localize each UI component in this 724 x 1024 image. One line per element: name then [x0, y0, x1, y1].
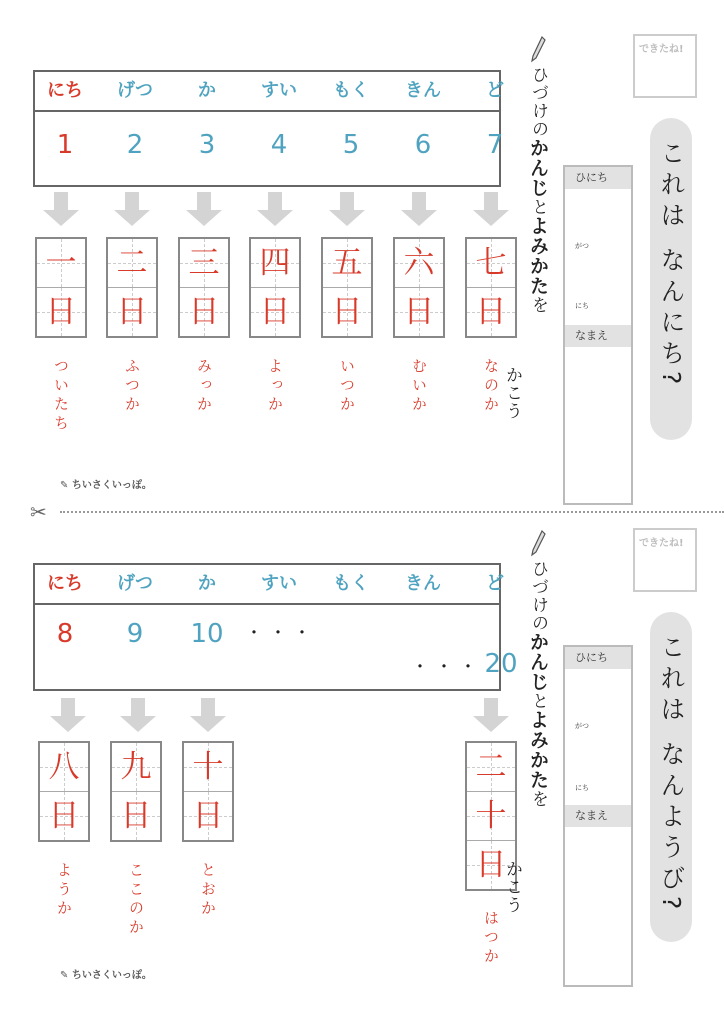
date-number: 7 — [486, 130, 504, 160]
brand-logo: ✎ ちいさくいっぽ。 — [60, 480, 152, 491]
weekday-tue: か — [198, 80, 216, 101]
down-arrow-icon — [50, 698, 86, 734]
kanji-box: 三 日 — [178, 237, 230, 338]
weekday-sat: ど — [486, 573, 504, 594]
weekday-header — [35, 565, 504, 605]
cut-line — [60, 511, 724, 513]
down-arrow-icon — [120, 698, 156, 734]
scissors-icon: ✂ — [30, 500, 47, 524]
brand-logo: ✎ ちいさくいっぽ。 — [60, 970, 152, 981]
reading-text: ふつか — [123, 358, 141, 415]
ellipsis: ・・・ — [245, 623, 317, 644]
date-number: 5 — [342, 130, 360, 160]
date-number: 20 — [484, 649, 518, 679]
date-number: 9 — [126, 619, 144, 649]
down-arrow-icon — [473, 698, 509, 734]
reading-text: とおか — [199, 862, 217, 919]
weekday-thu: もく — [333, 573, 369, 594]
down-arrow-icon — [473, 192, 509, 228]
kanji-box: 五 日 — [321, 237, 373, 338]
down-arrow-icon — [43, 192, 79, 228]
kanji-box: 七 日 — [465, 237, 517, 338]
kanji-box-20: 二 十 日 — [465, 741, 517, 891]
instruction-title: ひづけのかんじとよみかたを — [527, 560, 549, 808]
name-label: なまえ — [565, 325, 631, 347]
reading-text: よっか — [266, 358, 284, 415]
reading-text: みっか — [195, 358, 213, 415]
name-date-box — [563, 645, 633, 987]
month-unit: がつ — [575, 242, 589, 250]
reading-text: いつか — [338, 358, 356, 415]
reading-text: ようか — [55, 862, 73, 919]
down-arrow-icon — [186, 192, 222, 228]
weekday-mon: げつ — [117, 573, 153, 594]
reading-text: はつか — [482, 910, 500, 967]
down-arrow-icon — [257, 192, 293, 228]
ellipsis: ・・・ — [411, 657, 483, 678]
weekday-sun: にち — [47, 80, 83, 101]
date-number: 6 — [414, 130, 432, 160]
kanji-box: 六 日 — [393, 237, 445, 338]
kanji-box: 九 日 — [110, 741, 162, 842]
reading-text: ここのか — [127, 862, 145, 938]
month-unit: がつ — [575, 722, 589, 730]
weekday-wed: すい — [261, 80, 297, 101]
pencil-icon — [530, 36, 546, 64]
date-number: 3 — [198, 130, 216, 160]
weekday-fri: きん — [405, 573, 441, 594]
pencil-icon — [530, 530, 546, 558]
day-unit: にち — [575, 784, 589, 792]
question-banner: これは なんようび? — [650, 612, 692, 942]
down-arrow-icon — [401, 192, 437, 228]
down-arrow-icon — [190, 698, 226, 734]
date-number: 2 — [126, 130, 144, 160]
weekday-fri: きん — [405, 80, 441, 101]
question-banner: これは なんにち? — [650, 118, 692, 440]
kanji-box: 二 日 — [106, 237, 158, 338]
weekday-wed: すい — [261, 573, 297, 594]
kanji-box: 八 日 — [38, 741, 90, 842]
name-label: なまえ — [565, 805, 631, 827]
date-label: ひにち — [565, 647, 631, 669]
date-number: 4 — [270, 130, 288, 160]
date-label: ひにち — [565, 167, 631, 189]
calendar-table — [33, 70, 504, 187]
instruction-title-2: かこう — [502, 860, 522, 914]
stamp-box: できたね! — [633, 34, 697, 98]
name-date-box — [563, 165, 633, 505]
date-number: 10 — [190, 619, 224, 649]
instruction-title: ひづけのかんじとよみかたを — [527, 66, 549, 314]
instruction-title-2: かこう — [502, 366, 522, 420]
calendar-table — [33, 563, 518, 691]
weekday-header — [35, 72, 504, 112]
reading-text: なのか — [482, 358, 500, 415]
reading-text: むいか — [410, 358, 428, 415]
date-number: 1 — [56, 130, 74, 160]
reading-text: ついたち — [52, 358, 70, 434]
date-number: 8 — [56, 619, 74, 649]
day-unit: にち — [575, 302, 589, 310]
down-arrow-icon — [329, 192, 365, 228]
kanji-box: 一 日 — [35, 237, 87, 338]
kanji-box: 十 日 — [182, 741, 234, 842]
weekday-thu: もく — [333, 80, 369, 101]
weekday-sun: にち — [47, 573, 83, 594]
weekday-mon: げつ — [117, 80, 153, 101]
weekday-sat: ど — [486, 80, 504, 101]
weekday-tue: か — [198, 573, 216, 594]
kanji-box: 四 日 — [249, 237, 301, 338]
stamp-box: できたね! — [633, 528, 697, 592]
down-arrow-icon — [114, 192, 150, 228]
